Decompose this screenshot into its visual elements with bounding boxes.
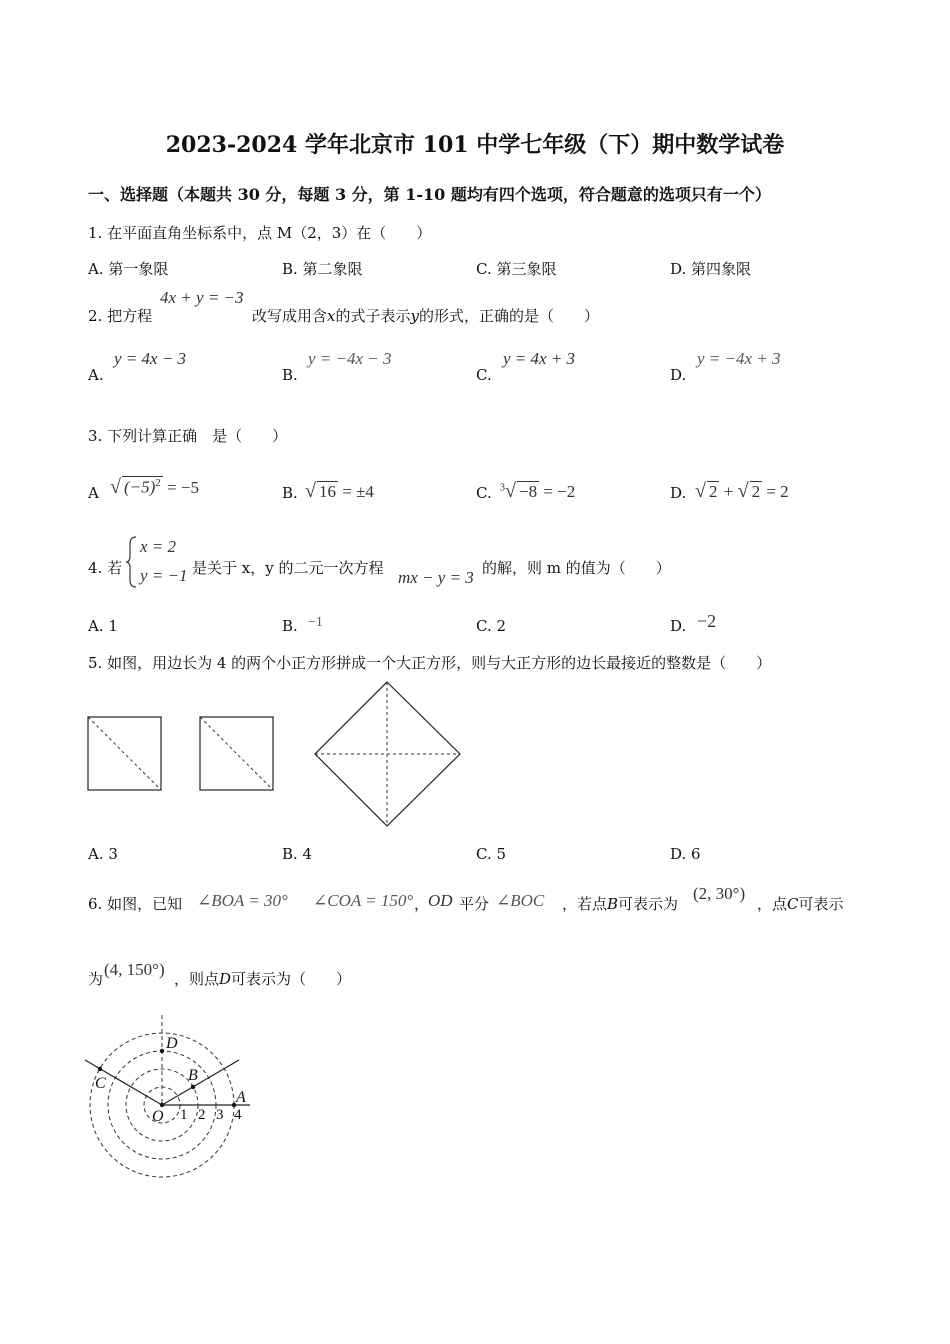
q4-system-line-2: y = −1 [140, 566, 188, 585]
q6-b-coord: (2, 30°) [693, 884, 746, 903]
q4-system-brace [126, 536, 138, 588]
label-a: A [236, 1089, 246, 1106]
q5-stem: 5. 如图，用边长为 4 的两个小正方形拼成一个大正方形，则与大正方形的边长最接近的整数是（ ） [88, 654, 772, 672]
point-d [160, 1049, 164, 1053]
q4-option-d-value: −2 [697, 611, 717, 631]
q6-polar-figure [80, 1010, 280, 1200]
q6-od: OD [428, 891, 453, 910]
q1-option-d: D. 第四象限 [670, 260, 752, 278]
q1-option-b: B. 第二象限 [282, 260, 363, 278]
tick-3: 3 [216, 1107, 224, 1123]
q2-formula-c: y = 4x + 3 [503, 349, 576, 368]
small-square-1 [88, 717, 161, 790]
q5-figure [80, 678, 480, 808]
small-square-2 [200, 717, 273, 790]
q3-formula-a: √ $(-5)^2 = -5$ [110, 476, 199, 498]
q6-stem-tail-2: ，点C可表示 [757, 895, 844, 913]
q6-angle-boc: ∠BOC [496, 891, 545, 910]
q4-stem-mid: 是关于 x，y 的二元一次方程 [192, 559, 384, 577]
label-b: B [188, 1067, 198, 1084]
q3-label-d: D. [670, 484, 687, 502]
q3-label-a: A [88, 484, 99, 502]
q4-option-b-value: −1 [308, 615, 323, 630]
point-o [160, 1103, 164, 1107]
q4-option-c: C. 2 [476, 617, 507, 635]
q2-label-c: C. [476, 366, 492, 384]
q2-formula-d: y = −4x + 3 [697, 349, 781, 368]
q4-system-line-1: x = 2 [140, 537, 177, 556]
q4-equation: mx − y = 3 [398, 568, 474, 587]
label-d: D [166, 1035, 178, 1052]
q6-angle-coa: ∠COA = 150° [313, 891, 414, 910]
q6-line2-pre: 为 [88, 970, 104, 988]
q2-stem-pre: 2. 把方程 [88, 307, 153, 325]
q2-equation: 4x + y = −3 [160, 288, 244, 307]
q5-option-b: B. 4 [282, 845, 313, 863]
q2-label-b: B. [282, 366, 298, 384]
q1-option-c: C. 第三象限 [476, 260, 557, 278]
q2-formula-b: y = −4x − 3 [308, 349, 392, 368]
q6-c-coord: (4, 150°) [104, 960, 165, 979]
q2-label-a: A. [88, 366, 104, 384]
q2-stem-text: 改写成用含x的式子表示y的形式，正确的是（ ） [252, 307, 599, 325]
q2-label-d: D. [670, 366, 687, 384]
q4-option-d-label: D. [670, 617, 687, 635]
page-title: 2023-2024 学年北京市 101 中学七年级（下）期中数学试卷 [165, 132, 785, 158]
q3-formula-c: $^3$√ −8 = −2 [500, 480, 576, 502]
q3-formula-b: √ 16 = ±4 [305, 480, 374, 502]
label-c: C [95, 1075, 106, 1092]
q6-stem-pre: 6. 如图，已知 [88, 895, 183, 913]
point-c [98, 1067, 102, 1071]
q1-stem: 1. 在平面直角坐标系中，点 M（2，3）在（ ） [88, 224, 432, 242]
tick-2: 2 [198, 1107, 206, 1123]
q4-stem-post: 的解，则 m 的值为（ ） [482, 559, 671, 577]
q3-formula-d: √ 2 + √ 2 = 2 [695, 480, 789, 502]
q3-label-b: B. [282, 484, 298, 502]
q2-formula-a: y = 4x − 3 [114, 349, 187, 368]
large-square [315, 682, 460, 826]
label-o: O [152, 1108, 164, 1125]
q3-stem: 3. 下列计算正确 是（ ） [88, 427, 288, 445]
q5-option-c: C. 5 [476, 845, 507, 863]
q6-stem-tail: ，若点B可表示为 [562, 895, 679, 913]
section-heading-choice: 一、选择题（本题共 30 分，每题 3 分，第 1-10 题均有四个选项，符合题意的选项只有一个） [88, 185, 771, 204]
q1-option-a: A. 第一象限 [88, 260, 169, 278]
tick-4: 4 [234, 1107, 242, 1123]
q5-option-d: D. 6 [670, 845, 701, 863]
q4-stem-pre: 4. 若 [88, 559, 123, 577]
q6-line2-post: ，则点D可表示为（ ） [174, 970, 352, 988]
q6-comma: ， [414, 895, 430, 913]
tick-1: 1 [180, 1107, 188, 1123]
q5-option-a: A. 3 [88, 845, 118, 863]
q4-option-b-label: B. [282, 617, 298, 635]
q6-bisect: 平分 [459, 895, 490, 913]
q3-label-c: C. [476, 484, 492, 502]
point-b [191, 1085, 195, 1089]
q6-angle-boa: ∠BOA = 30° [197, 891, 288, 910]
q4-option-a: A. 1 [88, 617, 118, 635]
